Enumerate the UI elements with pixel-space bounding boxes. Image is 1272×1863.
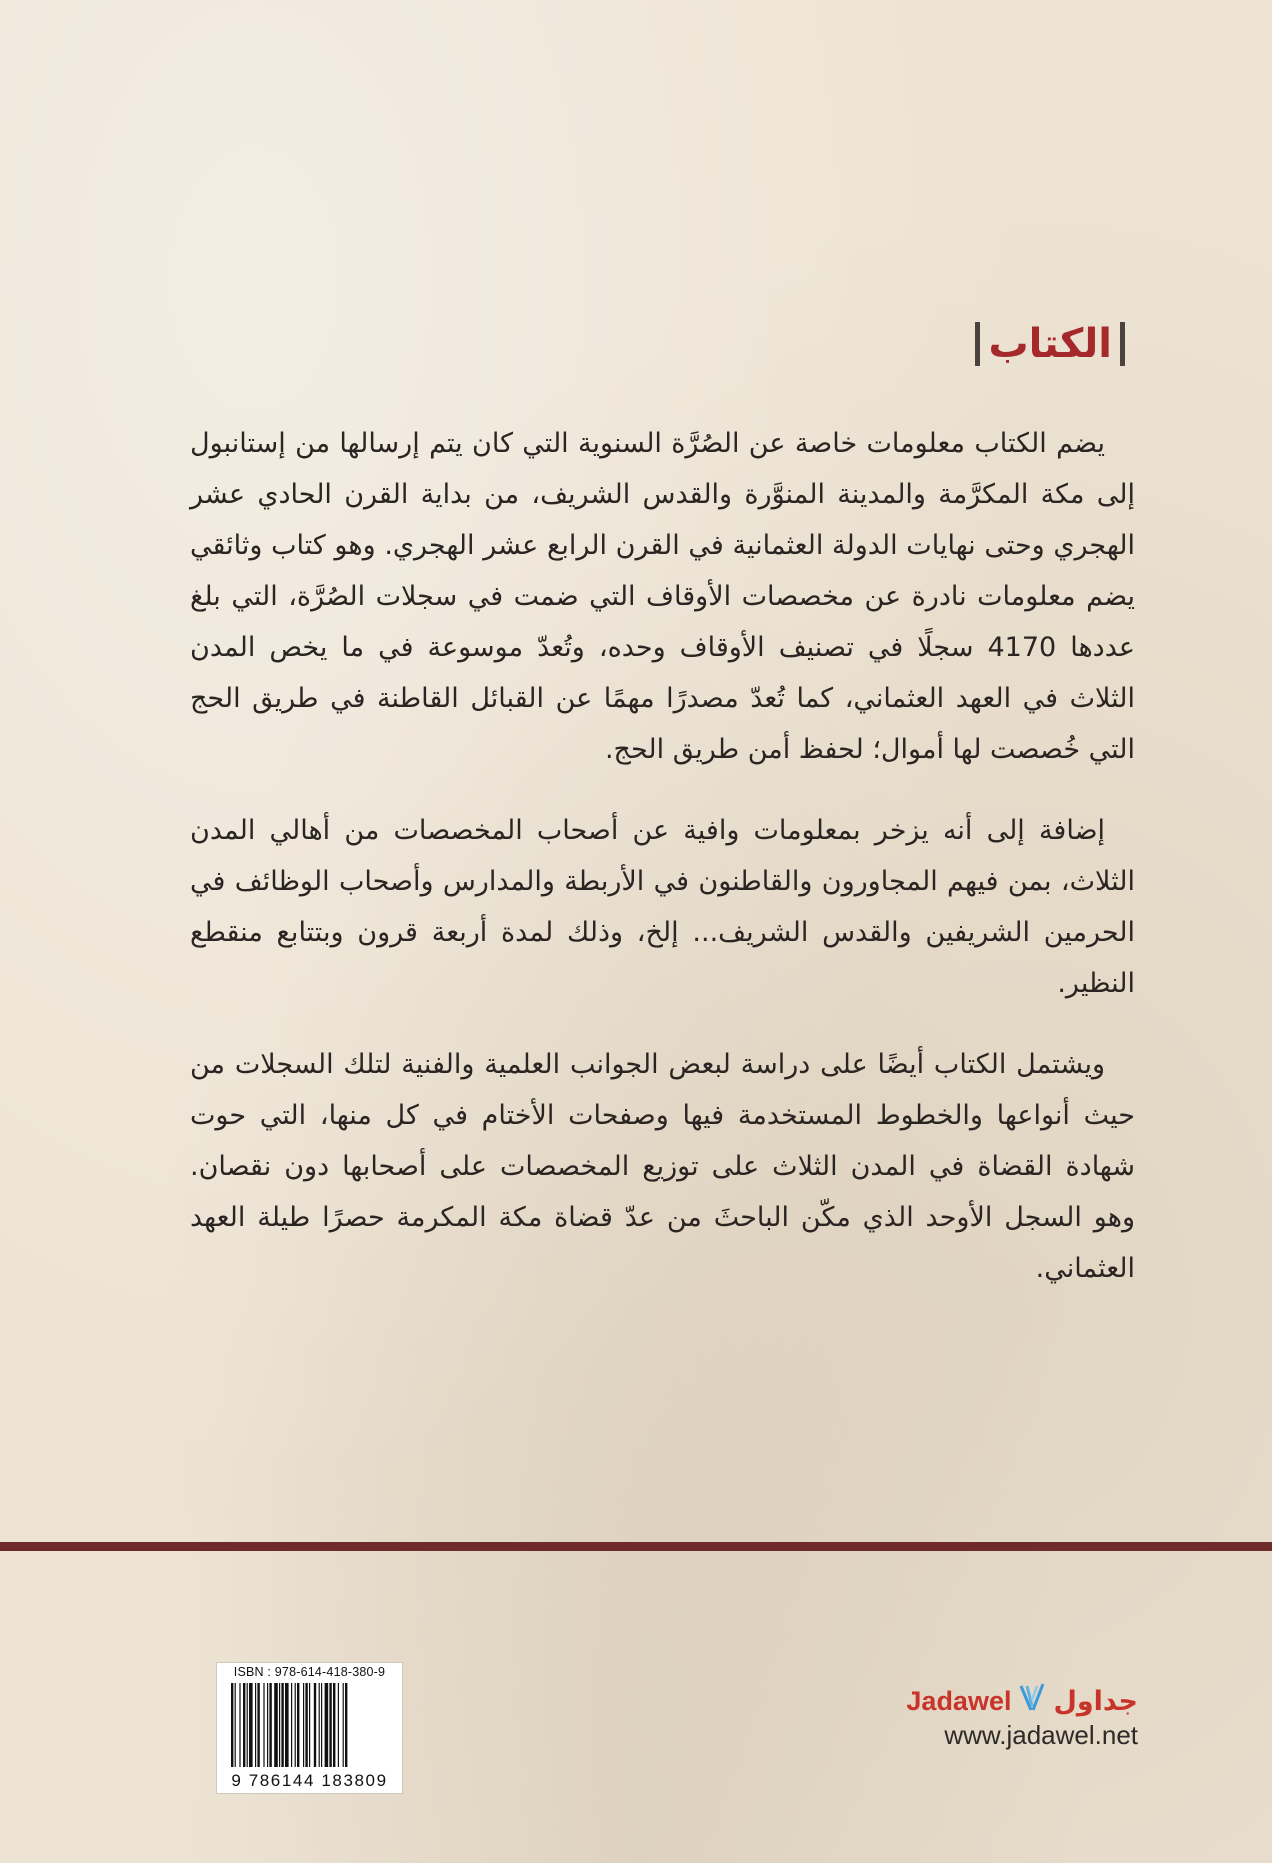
barcode-bar [333,1683,335,1767]
barcode-bar [305,1683,307,1767]
barcode-bar [321,1683,322,1767]
heading-bar-right [1120,322,1125,366]
barcode-bar [274,1683,278,1767]
barcode-bar [297,1683,299,1767]
barcode-bar [239,1683,240,1767]
paragraph-3: ويشتمل الكتاب أيضًا على دراسة لبعض الجوانب العلمية والفنية لتلك السجلات من حيث أنواعها والخطوط المستخدمة فيها وصفحات الأختام في كل منها، التي حوت شهادة القضاة في المدن الثلاث على توزيع المخصصات على أصحابها دون نقصان. وهو السجل الأوحد الذي مكّن الباحثَ من عدّ قضاة مكة المكرمة حصرًا طيلة العهد العثماني. [190,1049,1135,1284]
publisher-name-arabic: جداول [1053,1685,1138,1717]
barcode-bar [255,1683,256,1767]
jadawel-logo-icon [1017,1680,1047,1722]
blurb-text [190,418,1135,1324]
barcode-bar [243,1683,245,1767]
barcode-bar [257,1683,259,1767]
heading-title: الكتاب [988,321,1112,367]
barcode-bar [267,1683,268,1767]
barcode-bar [325,1683,329,1767]
barcode-bar [279,1683,280,1767]
barcode-bar [263,1683,264,1767]
barcode-bar [249,1683,253,1767]
barcode-bar [247,1683,248,1767]
barcode-bar [235,1683,236,1767]
publisher-url: www.jadawel.net [944,1720,1138,1750]
barcode-bar [329,1683,331,1767]
barcode-bar [295,1683,296,1767]
barcode-bar [319,1683,320,1767]
barcode-bar [291,1683,292,1767]
barcode-bar [309,1683,310,1767]
barcode-bar [269,1683,271,1767]
publisher-name-latin: Jadawel [906,1685,1012,1716]
heading-bar-left [975,322,980,366]
barcode-digits: 9 786144 183809 [231,1771,388,1790]
barcode-bar [345,1683,347,1767]
barcode-bar [314,1683,316,1767]
paragraph-2: إضافة إلى أنه يزخر بمعلومات وافية عن أصحاب المخصصات من أهالي المدن الثلاث، بمن فيهم المجاورون والقاطنون في الأربطة والمدارس وأصحاب الوظائف في الحرمين الشريفين والقدس الشريف... إلخ، وذلك لمدة أربعة قرون وبتتابع منقطع النظير. [190,815,1135,999]
barcode-bar [343,1683,344,1767]
publisher-logo [906,1680,1138,1722]
divider-line [0,1542,1272,1551]
barcode-bar [231,1683,233,1767]
barcode-bars [229,1683,390,1767]
barcode-bar [303,1683,304,1767]
paragraph-1: يضم الكتاب معلومات خاصة عن الصُرَّة السنوية التي كان يتم إرسالها من إستانبول إلى مكة المكرَّمة والمدينة المنوَّرة والقدس الشريف، من بداية القرن الحادي عشر الهجري وحتى نهايات الدولة العثمانية في القرن الرابع عشر الهجري. وهو كتاب وثائقي يضم معلومات نادرة عن مخصصات الأوقاف التي ضمت في سجلات الصُرَّة، التي بلغ عددها 4170 سجلًا في تصنيف الأوقاف وحده، وتُعدّ موسوعة في ما يخص المدن الثلاث في العهد العثماني، كما تُعدّ مصدرًا مهمًا عن القبائل القاطنة في طريق الحج التي خُصصت لها أموال؛ لحفظ أمن طريق الحج. [190,428,1135,765]
barcode-bar [285,1683,289,1767]
barcode-bar [338,1683,339,1767]
section-heading [975,322,1125,366]
isbn-barcode [216,1662,403,1794]
barcode-bar [281,1683,283,1767]
isbn-label: ISBN : 978-614-418-380-9 [233,1665,386,1679]
